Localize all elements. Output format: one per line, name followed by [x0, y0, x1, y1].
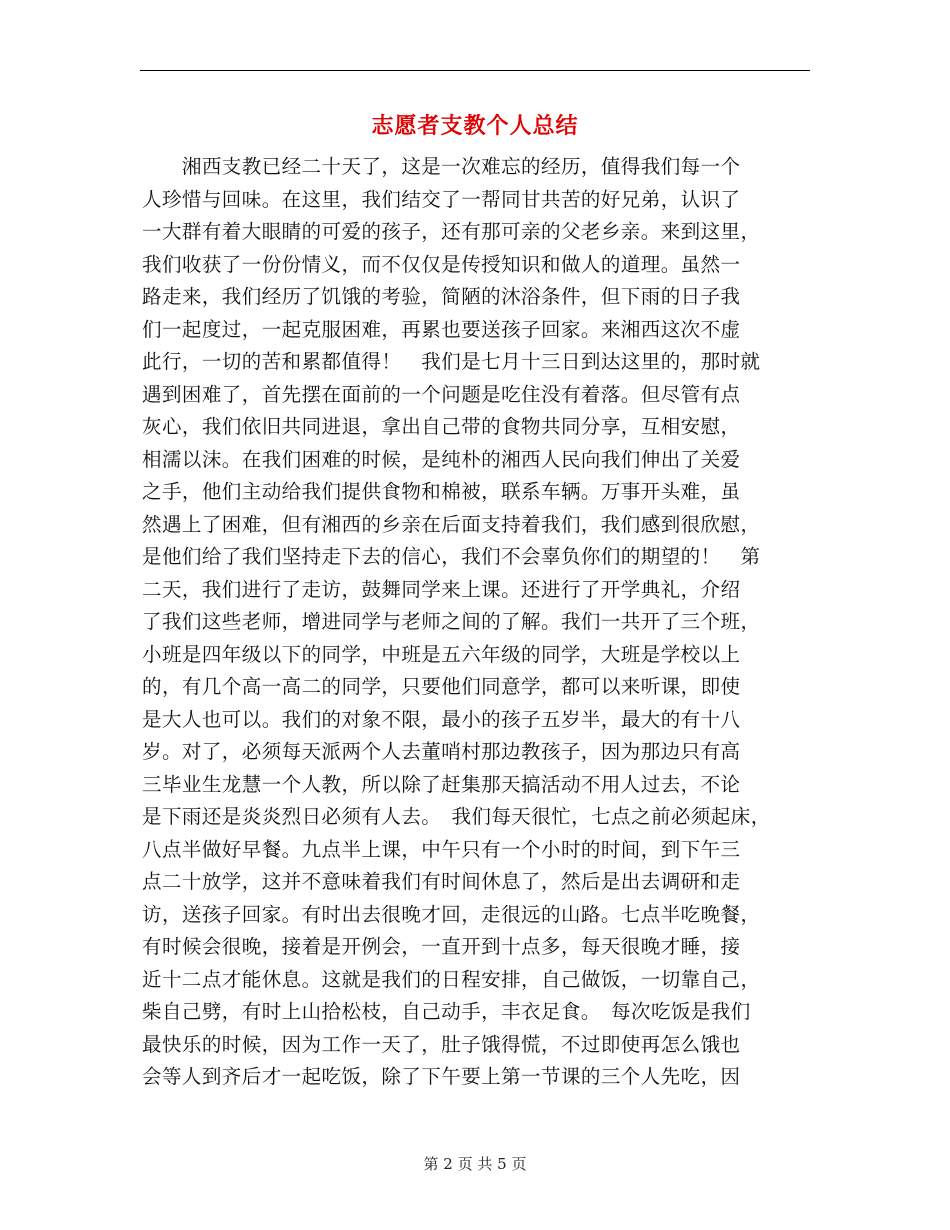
document-body [142, 151, 810, 1094]
page-number-footer: 第 2 页 共 5 页 [423, 1155, 527, 1173]
body-line: 访，送孩子回家。有时出去很晚才回，走很远的山路。七点半吃晚餐， [142, 902, 761, 926]
body-line: 相濡以沫。在我们困难的时候，是纯朴的湘西人民向我们伸出了关爱 [142, 447, 741, 471]
body-line: 二天，我们进行了走访，鼓舞同学来上课。还进行了开学典礼，介绍 [142, 577, 741, 601]
header-rule [140, 70, 810, 71]
body-line: 的，有几个高一高二的同学，只要他们同意学，都可以来听课，即使 [142, 675, 741, 698]
body-line: 会等人到齐后才一起吃饭，除了下午要上第一节课的三个人先吃，因 [142, 1065, 741, 1088]
body-line: 我们收获了一份份情义，而不仅仅是传授知识和做人的道理。虽然一 [142, 252, 741, 276]
body-line: 是下雨还是炎炎烈日必须有人去。 我们每天很忙，七点之前必须起床， [142, 805, 771, 828]
body-line: 是大人也可以。我们的对象不限，最小的孩子五岁半，最大的有十八 [142, 707, 741, 731]
body-line: 人珍惜与回味。在这里，我们结交了一帮同甘共苦的好兄弟，认识了 [142, 187, 741, 211]
body-line: 之手，他们主动给我们提供食物和棉被，联系车辆。万事开头难，虽 [142, 480, 741, 503]
body-line: 是他们给了我们坚持走下去的信心，我们不会辜负你们的期望的！ 第 [142, 545, 761, 568]
body-line: 灰心，我们依旧共同进退，拿出自己带的食物共同分享，互相安慰， [142, 415, 741, 438]
body-line: 三毕业生龙慧一个人教，所以除了赶集那天搞活动不用人过去，不论 [142, 772, 741, 796]
body-line: 点二十放学，这并不意味着我们有时间休息了，然后是出去调研和走 [142, 870, 741, 893]
document-title: 志愿者支教个人总结 [371, 113, 579, 139]
body-line: 有时候会很晚，接着是开例会，一直开到十点多，每天很晚才睡，接 [142, 935, 741, 958]
body-line: 遇到困难了，首先摆在面前的一个问题是吃住没有着落。但尽管有点 [142, 382, 741, 406]
body-line: 们一起度过，一起克服困难，再累也要送孩子回家。来湘西这次不虚 [142, 317, 741, 341]
body-line: 此行，一切的苦和累都值得！ 我们是七月十三日到达这里的，那时就 [142, 350, 761, 373]
body-line: 近十二点才能休息。这就是我们的日程安排，自己做饭，一切靠自己， [142, 967, 761, 991]
body-line: 八点半做好早餐。九点半上课，中午只有一个小时的时间，到下午三 [142, 837, 741, 861]
body-line: 了我们这些老师，增进同学与老师之间的了解。我们一共开了三个班， [142, 610, 761, 633]
body-line: 一大群有着大眼睛的可爱的孩子，还有那可亲的父老乡亲。来到这里， [142, 220, 761, 243]
body-line: 岁。对了，必须每天派两个人去董哨村那边教孩子，因为那边只有高 [142, 740, 741, 763]
body-line: 湘西支教已经二十天了，这是一次难忘的经历，值得我们每一个 [142, 155, 741, 178]
body-line: 最快乐的时候，因为工作一天了，肚子饿得慌，不过即使再怎么饿也 [142, 1032, 741, 1056]
body-line: 然遇上了困难，但有湘西的乡亲在后面支持着我们，我们感到很欣慰， [142, 512, 761, 536]
body-line: 路走来，我们经历了饥饿的考验，简陋的沐浴条件，但下雨的日子我 [142, 285, 741, 308]
body-line: 小班是四年级以下的同学，中班是五六年级的同学，大班是学校以上 [142, 642, 741, 666]
body-line: 柴自己劈，有时上山拾松枝，自己动手，丰衣足食。 每次吃饭是我们 [142, 1000, 751, 1023]
